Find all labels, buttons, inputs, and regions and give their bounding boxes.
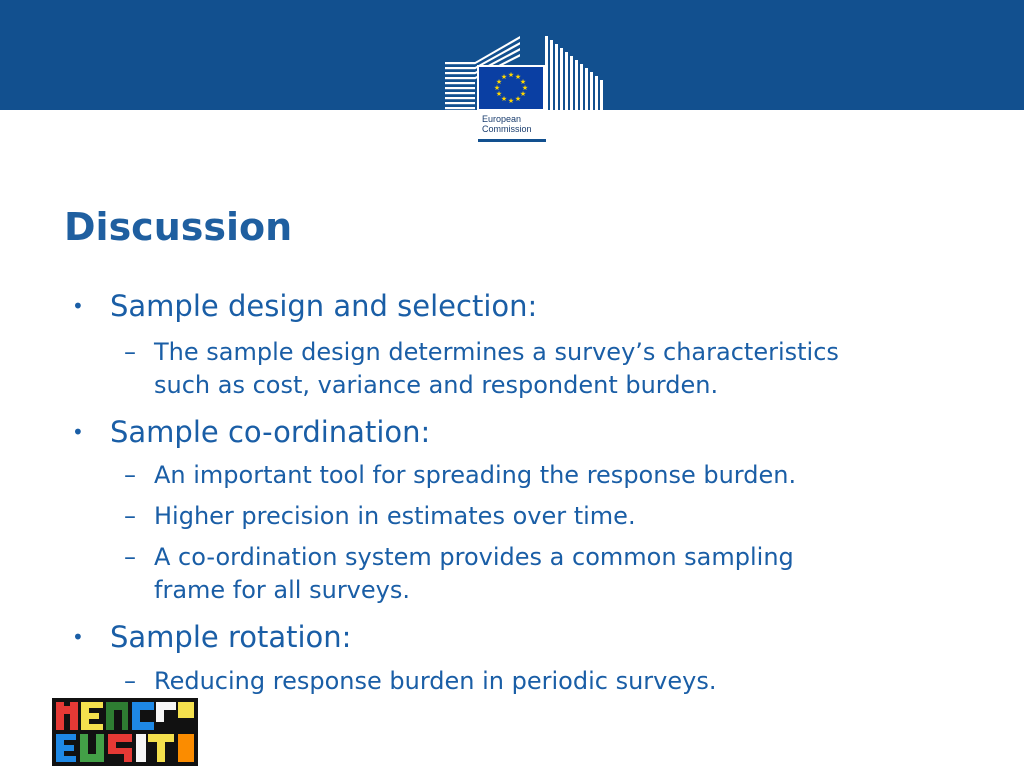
sub-bullet-marker: – <box>124 667 136 695</box>
slide-title: Discussion <box>64 205 293 249</box>
sub-bullet-text: An important tool for spreading the response burden. <box>154 461 797 489</box>
bullet-marker: • <box>72 294 84 318</box>
bullet-text: Sample rotation: <box>110 620 352 654</box>
sub-bullet-marker: – <box>124 543 136 571</box>
logo-line-1: European <box>482 114 522 124</box>
svg-text:★: ★ <box>507 71 515 79</box>
svg-text:★: ★ <box>495 78 503 86</box>
svg-text:★: ★ <box>495 90 503 98</box>
bullet-marker: • <box>72 625 84 649</box>
svg-text:★: ★ <box>521 84 529 92</box>
sub-bullet-text: Higher precision in estimates over time. <box>154 502 636 530</box>
sub-bullet-text: The sample design determines a survey’s characteristics <box>154 338 839 366</box>
svg-text:★: ★ <box>493 84 501 92</box>
svg-text:★: ★ <box>519 90 527 98</box>
sub-bullet-marker: – <box>124 502 136 530</box>
svg-text:★: ★ <box>519 78 527 86</box>
svg-text:★: ★ <box>500 95 508 103</box>
sub-bullet-text: A co-ordination system provides a common sampling <box>154 543 794 571</box>
sub-bullet-text: frame for all surveys. <box>154 576 410 604</box>
sub-bullet-text: such as cost, variance and respondent burden. <box>154 371 719 399</box>
svg-text:★: ★ <box>514 95 522 103</box>
logo-line-2: Commission <box>482 124 532 134</box>
bullet-text: Sample co-ordination: <box>110 415 431 449</box>
logo-top-row <box>56 702 194 730</box>
svg-text:★: ★ <box>500 73 508 81</box>
bullet-text: Sample design and selection: <box>110 289 538 323</box>
svg-text:★: ★ <box>507 97 515 105</box>
mebest-pixel-logo <box>52 698 198 766</box>
logo-bottom-row <box>56 734 194 762</box>
sub-bullet-text: Reducing response burden in periodic surveys. <box>154 667 717 695</box>
sub-bullet-marker: – <box>124 338 136 366</box>
mebest-logo-icon <box>52 698 198 766</box>
bullet-marker: • <box>72 420 84 444</box>
svg-text:★: ★ <box>514 73 522 81</box>
sub-bullet-marker: – <box>124 461 136 489</box>
